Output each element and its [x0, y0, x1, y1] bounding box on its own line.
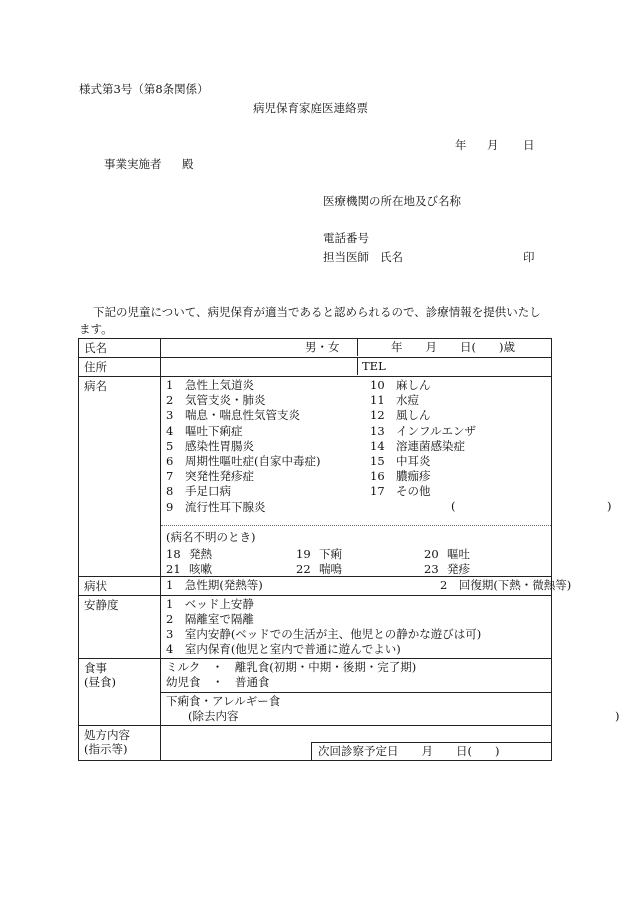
disease-option-10-number: 10 [370, 378, 385, 392]
disease-option-15-number: 15 [370, 454, 385, 468]
disease-option-7[interactable]: 突発性発疹症 [185, 469, 254, 484]
meal-special-option[interactable]: 下痢食・アレルギー食 [166, 694, 281, 708]
disease-option-9[interactable]: 流行性耳下腺炎 [185, 499, 266, 514]
institution-label: 医療機関の所在地及び名称 [323, 194, 461, 208]
symptom-recovery-option[interactable]: 2 回復期(下熱・微熱等) [440, 578, 572, 592]
row-name [79, 339, 552, 358]
prescription-field[interactable] [161, 726, 551, 760]
disease-option-11-number: 11 [370, 393, 385, 408]
meal-label-line-1: 食事 [84, 661, 107, 675]
intro-line-1: 下記の児童について、病児保育が適当であると認められるので、診療情報を提供いたし [93, 305, 541, 319]
tel-field[interactable]: TEL [362, 359, 386, 373]
meal-label-line-2: (昼食) [84, 675, 116, 689]
divider [357, 339, 358, 356]
unknown-symptom-23-number: 23 [424, 562, 439, 576]
row-disease [79, 377, 552, 577]
unknown-symptom-23[interactable]: 発疹 [447, 562, 470, 576]
disease-option-1[interactable]: 急性上気道炎 [185, 378, 254, 392]
date-month: 月 [487, 138, 499, 152]
next-visit-field[interactable]: 次回診察予定日 月 日( ) [318, 744, 500, 758]
meal-row-label [79, 659, 160, 691]
meal-toddler-normal-option[interactable]: 幼児食 ・ 普通食 [166, 675, 270, 689]
row-symptom [79, 577, 552, 596]
disease-option-2[interactable]: 気管支炎・肺炎 [185, 393, 266, 408]
prescription-row-label [79, 726, 160, 758]
meal-exclusion-field[interactable]: (除去内容 [188, 709, 239, 723]
disease-option-13-number: 13 [370, 423, 385, 438]
disease-option-8[interactable]: 手足口病 [185, 484, 231, 499]
disease-option-1-number: 1 [166, 378, 174, 392]
other-paren-close: ) [607, 499, 612, 513]
disease-option-12[interactable]: 風しん [396, 408, 431, 423]
disease-option-8-number: 8 [166, 484, 174, 499]
unknown-symptom-22-number: 22 [296, 562, 311, 576]
unknown-symptom-20-number: 20 [424, 547, 439, 561]
unknown-symptom-18-number: 18 [166, 547, 181, 561]
disease-option-5-number: 5 [166, 438, 174, 453]
phone-label: 電話番号 [323, 231, 369, 245]
unknown-symptom-21[interactable]: 咳嗽 [189, 562, 212, 576]
disease-option-12-number: 12 [370, 408, 385, 423]
row-meal [79, 659, 552, 693]
symptom-acute-option[interactable]: 1 急性期(発熱等) [166, 578, 263, 592]
rest-row-label: 安静度 [84, 598, 119, 612]
disease-option-13[interactable]: インフルエンザ [396, 423, 477, 438]
date-day: 日 [523, 138, 535, 152]
rest-option-3[interactable]: 3 室内安静(ベッドでの生活が主、他児との静かな遊びは可) [166, 627, 482, 641]
rest-option-1[interactable]: 1 ベッド上安静 [166, 597, 254, 611]
other-paren-open: ( [451, 499, 456, 513]
doctor-label: 担当医師 [323, 250, 369, 264]
disease-option-10[interactable]: 麻しん [396, 378, 431, 392]
disease-option-17-number: 17 [370, 484, 385, 499]
disease-option-6-number: 6 [166, 454, 174, 468]
seal-mark: 印 [523, 250, 535, 264]
name-row-label: 氏名 [84, 341, 107, 355]
disease-option-7-number: 7 [166, 469, 174, 484]
disease-option-9-number: 9 [166, 499, 174, 514]
prescription-label-line-2: (指示等) [84, 742, 128, 756]
disease-option-16[interactable]: 膿痂疹 [396, 469, 431, 484]
divider [357, 358, 358, 375]
unknown-disease-label: (病名不明のとき) [166, 530, 256, 544]
intro-line-2: ます。 [79, 322, 113, 336]
disease-option-14-number: 14 [370, 438, 385, 453]
disease-option-5[interactable]: 感染性胃腸炎 [185, 438, 254, 453]
disease-row-label: 病名 [84, 379, 107, 393]
gender-field[interactable]: 男・女 [305, 340, 340, 354]
dotted-separator [161, 525, 551, 526]
disease-option-17[interactable]: その他 [396, 484, 431, 499]
disease-option-16-number: 16 [370, 469, 385, 484]
address-row-label: 住所 [84, 360, 107, 374]
disease-option-3-number: 3 [166, 408, 174, 423]
addressee: 事業実施者 [104, 157, 162, 171]
rest-option-2[interactable]: 2 隔離室で隔離 [166, 612, 254, 626]
page-title: 病児保育家庭医連絡票 [253, 101, 368, 115]
unknown-symptom-22[interactable]: 喘鳴 [319, 562, 342, 576]
meal-exclusion-close: ) [615, 709, 620, 723]
symptom-row-label: 病状 [84, 579, 107, 593]
rest-option-4[interactable]: 4 室内保育(他児と室内で普通に遊んでよい) [166, 642, 401, 656]
meal-milk-weaning-option[interactable]: ミルク ・ 離乳食(初期・中期・後期・完了期) [166, 660, 417, 674]
honorific: 殿 [182, 157, 194, 171]
unknown-symptom-18[interactable]: 発熱 [189, 547, 212, 561]
disease-option-6[interactable]: 周期性嘔吐症(自家中毒症) [185, 454, 321, 468]
row-prescription [79, 726, 552, 761]
row-address [79, 358, 552, 377]
unknown-symptom-20[interactable]: 嘔吐 [447, 547, 470, 561]
row-rest [79, 596, 552, 659]
disease-option-4[interactable]: 嘔吐下痢症 [185, 423, 243, 438]
prescription-label-line-1: 処方内容 [84, 728, 130, 742]
disease-option-14[interactable]: 溶連菌感染症 [396, 438, 465, 453]
unknown-symptom-19-number: 19 [296, 547, 311, 561]
disease-option-11[interactable]: 水痘 [396, 393, 419, 408]
birthdate-age-field[interactable]: 年 月 日( )歳 [391, 340, 515, 354]
disease-option-15[interactable]: 中耳炎 [396, 454, 431, 468]
form-number: 様式第3号（第8条関係） [79, 82, 209, 96]
disease-options [161, 377, 612, 576]
disease-option-4-number: 4 [166, 423, 174, 438]
date-year: 年 [455, 138, 467, 152]
contact-form-table [78, 338, 620, 761]
name-label: 氏名 [380, 250, 403, 264]
disease-option-2-number: 2 [166, 393, 174, 408]
unknown-symptom-21-number: 21 [166, 562, 181, 576]
unknown-symptom-19[interactable]: 下痢 [319, 547, 342, 561]
disease-option-3[interactable]: 喘息・喘息性気管支炎 [185, 408, 300, 423]
